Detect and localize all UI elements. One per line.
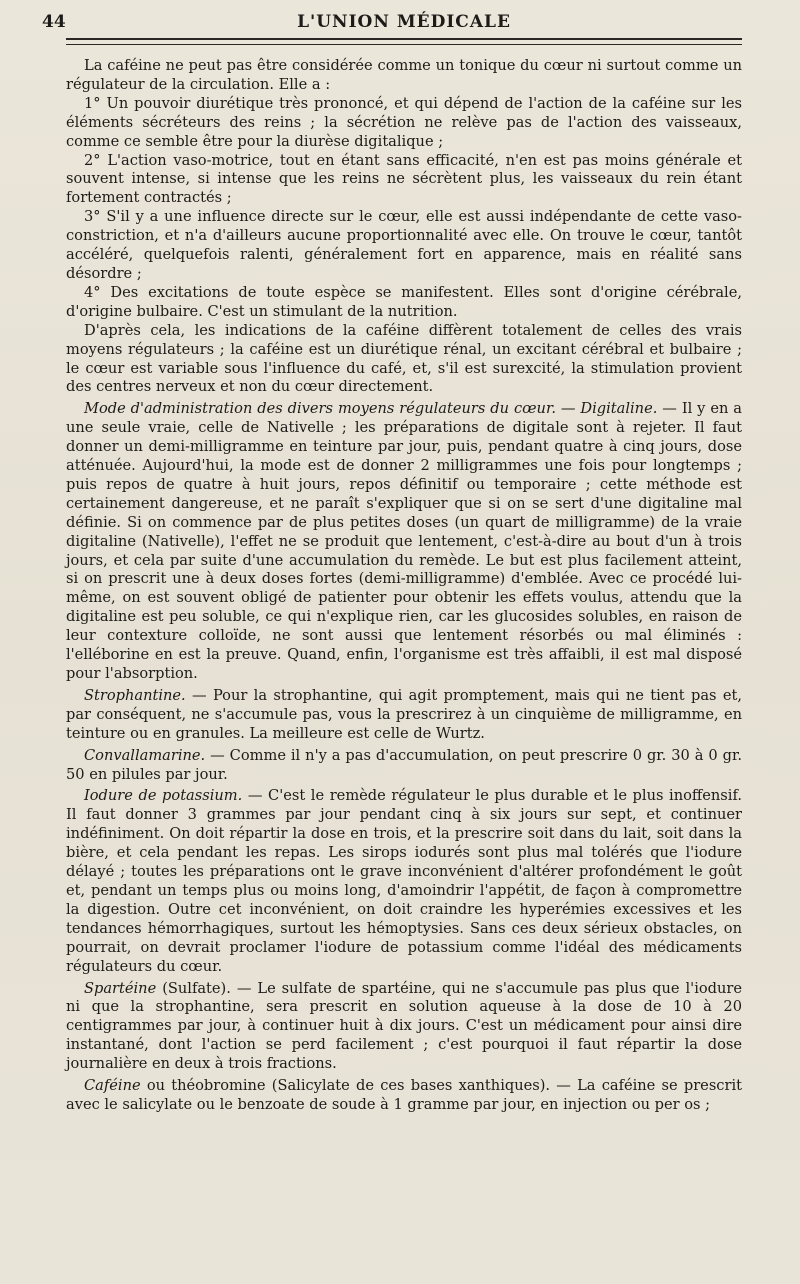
running-header [42,8,742,40]
page-number: 44 [42,12,66,32]
paragraph: D'après cela, les indications de la caféine diffèrent totalement de celles des vrais moyens régulateurs ; la caféine est un diurétique rénal, un excitant cérébral et bulbaire ; le cœur est variable sous l'influence du café, et, s'il est surexcité, la stimulation provient des centres nerveux et non du cœur directement. [66,321,742,396]
running-title: L'UNION MÉDICALE [297,12,511,32]
paragraph: 2° L'action vaso-motrice, tout en étant sans efficacité, n'en est pas moins générale et souvent intense, si intense que les reins ne sécrètent plus, les vaisseaux du rein étant fortement contractés ; [66,151,742,207]
header-rule [66,43,742,45]
paragraph: Mode d'administration des divers moyens régulateurs du cœur. — Digitaline. — Il y en a une seule vraie, celle de Nativelle ; les préparations de digitale sont à rejeter. Il faut donner un demi-milligramme en teinture par jour, puis, pendant quatre à cinq jours, dose atténuée. Aujourd'hui, la mode est de donner 2 milligrammes une fois pour longtemps ; puis repos de quatre à huit jours, repos définitif ou temporaire ; cette méthode est certainement dangereuse, et ne paraît s'expliquer que si on se sert d'une digitaline mal définie. Si on commence par de plus petites doses (un quart de milligramme) de la vraie digitaline (Nativelle), l'effet ne se produit que lentement, c'est-à-dire au bout d'un à trois jours, et cela par suite d'une accumulation du remède. Le but est plus facilement atteint, si on prescrit une à deux doses fortes (demi-milligramme) d'emblée. Avec ce procédé lui-même, on est souvent obligé de patienter pour obtenir les effets voulus, attendu que la digitaline est peu soluble, ce qui n'explique rien, car les glucosides solubles, en raison de leur contexture colloïde, ne sont aussi que lentement résorbés ou mal éliminés : l'elléborine en est la preuve. Quand, enfin, l'organisme est très affaibli, il est mal disposé pour l'absorption. [66,400,743,682]
paragraph: La caféine ne peut pas être considérée comme un tonique du cœur ni surtout comme un régulateur de la circulation. Elle a : [66,57,742,93]
paragraph: Spartéine (Sulfate). — Le sulfate de spartéine, qui ne s'accumule pas plus que l'iodure ni que la strophantine, sera prescrit en solution aqueuse à la dose de 10 à 20 centigrammes par jour, à continuer huit à dix jours. C'est un médicament pour ainsi dire instantané, dont l'action se perd facilement ; c'est pourquoi il faut répartir la dose journalière en deux à trois fractions. [66,979,742,1073]
paragraph: 1° Un pouvoir diurétique très prononcé, et qui dépend de l'action de la caféine sur les éléments sécréteurs des reins ; la sécrétion ne relève pas de l'action des vaisseaux, comme ce semble être pour la diurèse digitalique ; [66,94,742,150]
paragraph: Convallamarine. — Comme il n'y a pas d'accumulation, on peut prescrire 0 gr. 30 à 0 gr. 50 en pilules par jour. [66,746,742,783]
paragraph: Strophantine. — Pour la strophantine, qui agit promptement, mais qui ne tient pas et, par conséquent, ne s'accumule pas, vous la prescrirez à un cinquième de milligramme, en teinture ou en granules. La meilleure est celle de Wurtz. [66,686,742,742]
paragraph: 4° Des excitations de toute espèce se manifestent. Elles sont d'origine cérébrale, d'origine bulbaire. C'est un stimulant de la nutrition. [66,283,742,320]
paragraph: 3° S'il y a une influence directe sur le cœur, elle est aussi indépendante de cette vaso-constriction, et n'a d'ailleurs aucune proportionnalité avec elle. On trouve le cœur, tantôt accéléré, quelquefois ralenti, généralement fort en apparence, mais en réalité sans désordre ; [66,208,742,282]
article-body [66,57,742,1115]
paragraph: Caféine ou théobromine (Salicylate de ces bases xanthiques). — La caféine se prescrit avec le salicylate ou le benzoate de soude à 1 gramme par jour, en injection ou per os ; [66,1077,742,1113]
paragraph: Iodure de potassium. — C'est le remède régulateur le plus durable et le plus inoffensif. Il faut donner 3 grammes par jour pendant cinq à six jours sur sept, et continuer indéfiniment. On doit répartir la dose en trois, et la prescrire soit dans du lait, soit dans la bière, et cela pendant les repas. Les sirops iodurés sont plus mal tolérés que l'iodure délayé ; toutes les préparations ont le grave inconvénient d'altérer profondément le goût et, pendant un temps plus ou moins long, d'amoindrir l'appétit, de façon à compromettre la digestion. Outre cet inconvénient, on doit craindre les hyperémies excessives et les tendances hémorrhagiques, surtout les hémoptysies. Sans ces deux sérieux obstacles, on pourrait, on devrait proclamer l'iodure de potassium comme l'idéal des médicaments régulateurs du cœur. [66,787,742,975]
